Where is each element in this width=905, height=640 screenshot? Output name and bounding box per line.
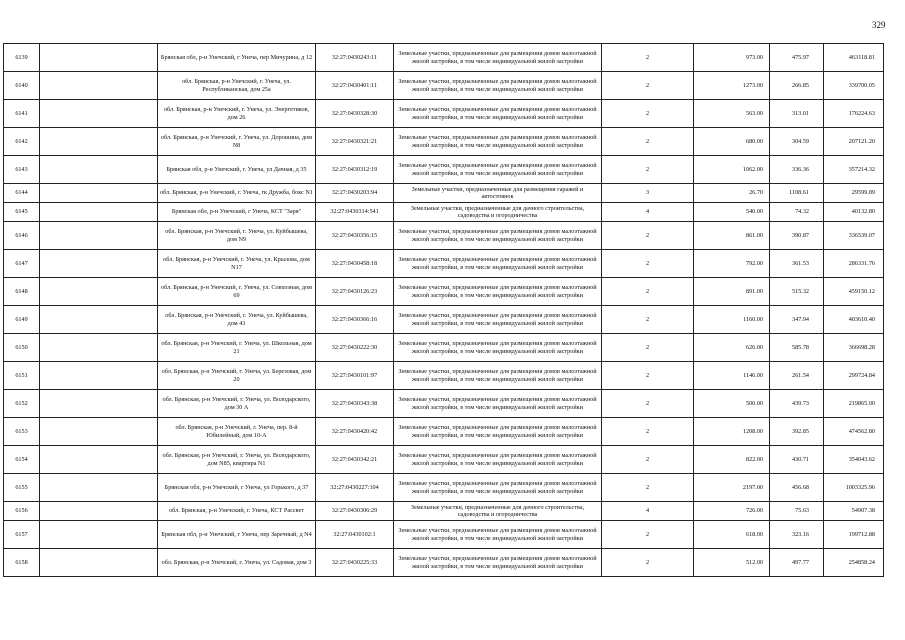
land-use-cell: Земельные участки, предназначенные для размещения домов малоэтажной жилой застройки, в том числе индивидуальной жилой застройки [394,278,602,306]
group-cell: 2 [602,44,694,72]
blank-cell [40,156,158,184]
address-cell: обл. Брянская, р-н Унечский, г. Унеча, гк Дружба, бокс N1 [158,184,316,203]
cadastral-value-cell: 207121.20 [824,128,884,156]
row-number-cell: 6148 [4,278,40,306]
specific-value-cell: 515.32 [770,278,824,306]
table-row [4,222,884,250]
row-number-cell: 6142 [4,128,40,156]
cadastral-value-cell: 176224.63 [824,100,884,128]
table-row [4,184,884,203]
table-row [4,418,884,446]
address-cell: обл. Брянская, р-н Унечский, г. Унеча, ул. Куйбышева, дом 43 [158,306,316,334]
blank-cell [40,521,158,549]
row-number-cell: 6139 [4,44,40,72]
area-cell: 26.70 [694,184,770,203]
group-cell: 2 [602,334,694,362]
row-number-cell: 6158 [4,549,40,577]
blank-cell [40,502,158,521]
area-cell: 500.00 [694,390,770,418]
cadastral-value-cell: 286331.76 [824,250,884,278]
specific-value-cell: 266.85 [770,72,824,100]
blank-cell [40,278,158,306]
group-cell: 2 [602,156,694,184]
address-cell: обл. Брянская, р-н Унечский, г. Унеча, ул. Школьная, дом 21 [158,334,316,362]
address-cell: обл. Брянская, р-н Унечский, г. Унеча, ул. Энергетиков, дом 26 [158,100,316,128]
cadastral-value-cell: 354043.62 [824,446,884,474]
group-cell: 2 [602,390,694,418]
cadastral-value-cell: 459150.12 [824,278,884,306]
group-cell: 2 [602,549,694,577]
area-cell: 1160.00 [694,306,770,334]
specific-value-cell: 336.36 [770,156,824,184]
row-number-cell: 6157 [4,521,40,549]
blank-cell [40,549,158,577]
area-cell: 726.00 [694,502,770,521]
blank-cell [40,203,158,222]
group-cell: 2 [602,474,694,502]
row-number-cell: 6149 [4,306,40,334]
specific-value-cell: 74.32 [770,203,824,222]
land-use-cell: Земельные участки, предназначенные для размещения домов малоэтажной жилой застройки, в том числе индивидуальной жилой застройки [394,418,602,446]
land-use-cell: Земельные участки, предназначенные для размещения домов малоэтажной жилой застройки, в том числе индивидуальной жилой застройки [394,549,602,577]
address-cell: Брянская обл, р-н Унечский, г Унеча, КСТ "Заря" [158,203,316,222]
row-number-cell: 6153 [4,418,40,446]
cadastral-value-cell: 403610.40 [824,306,884,334]
cadastral-number-cell: 32:27:0430222:30 [316,334,394,362]
cadastral-number-cell: 32:27:0430126:23 [316,278,394,306]
area-cell: 973.00 [694,44,770,72]
land-use-cell: Земельные участки, предназначенные для дачного строительства, садоводства и огородничества [394,203,602,222]
table-row [4,390,884,418]
cadastral-value-cell: 254858.24 [824,549,884,577]
address-cell: Брянская обл, р-н Унечский, г Унеча, ул Горького, д 37 [158,474,316,502]
specific-value-cell: 323.16 [770,521,824,549]
address-cell: Брянская обл, р-н Унечский, г Унеча, пер Заречный, д N4 [158,521,316,549]
address-cell: обл. Брянская, р-н Унечский, г. Унеча, ул. Володарского, дом 30 А [158,390,316,418]
table-row [4,44,884,72]
blank-cell [40,250,158,278]
cadastral-number-cell: 32:27:0430312:19 [316,156,394,184]
row-number-cell: 6151 [4,362,40,390]
group-cell: 2 [602,362,694,390]
table-row [4,156,884,184]
cadastral-value-cell: 54907.38 [824,502,884,521]
area-cell: 618.00 [694,521,770,549]
address-cell: обл. Брянская, р-н Унечский, г. Унеча, ул. Садовая, дом 3 [158,549,316,577]
cadastral-value-cell: 1003325.96 [824,474,884,502]
group-cell: 4 [602,203,694,222]
row-number-cell: 6154 [4,446,40,474]
cadastral-number-cell: 32:27:0430314:541 [316,203,394,222]
table-row [4,100,884,128]
cadastral-value-cell: 199712.88 [824,521,884,549]
address-cell: Брянская обл, р-н Унечский, г Унеча, пер Мичурина, д 12 [158,44,316,72]
cadastral-number-cell: 32:27:0430420:42 [316,418,394,446]
table-row [4,446,884,474]
address-cell: обл. Брянская, р-н Унечский, г. Унеча, ул. Куйбышева, дом N9 [158,222,316,250]
land-use-cell: Земельные участки, предназначенные для размещения домов малоэтажной жилой застройки, в том числе индивидуальной жилой застройки [394,446,602,474]
cadastral-number-cell: 32:27:0430225:33 [316,549,394,577]
specific-value-cell: 475.97 [770,44,824,72]
table-row [4,549,884,577]
cadastral-number-cell: 32:27:0430321:21 [316,128,394,156]
group-cell: 2 [602,128,694,156]
row-number-cell: 6144 [4,184,40,203]
row-number-cell: 6143 [4,156,40,184]
address-cell: обл. Брянская, р-н Унечский, г. Унеча, ул. Крылова, дом N17 [158,250,316,278]
table-row [4,362,884,390]
area-cell: 1208.00 [694,418,770,446]
row-number-cell: 6156 [4,502,40,521]
group-cell: 2 [602,446,694,474]
land-use-cell: Земельные участки, предназначенные для размещения домов малоэтажной жилой застройки, в том числе индивидуальной жилой застройки [394,334,602,362]
group-cell: 4 [602,502,694,521]
row-number-cell: 6147 [4,250,40,278]
land-use-cell: Земельные участки, предназначенные для размещения гаражей и автостоянок [394,184,602,203]
table-row [4,278,884,306]
group-cell: 2 [602,250,694,278]
specific-value-cell: 304.59 [770,128,824,156]
specific-value-cell: 392.85 [770,418,824,446]
area-cell: 680.00 [694,128,770,156]
address-cell: обл. Брянская, р-н Унечский, г. Унеча, ул. Дорошина, дом N8 [158,128,316,156]
cadastral-number-cell: 32:27:0430458:18 [316,250,394,278]
cadastral-number-cell: 32:27:0430366:16 [316,306,394,334]
cadastral-value-cell: 366698.28 [824,334,884,362]
specific-value-cell: 456.68 [770,474,824,502]
address-cell: обл. Брянская, р-н Унечский, г. Унеча, ул. Березовая, дом 20 [158,362,316,390]
row-number-cell: 6150 [4,334,40,362]
cadastral-value-cell: 339700.05 [824,72,884,100]
land-use-cell: Земельные участки, предназначенные для размещения домов малоэтажной жилой застройки, в том числе индивидуальной жилой застройки [394,474,602,502]
land-use-cell: Земельные участки, предназначенные для размещения домов малоэтажной жилой застройки, в том числе индивидуальной жилой застройки [394,44,602,72]
land-use-cell: Земельные участки, предназначенные для размещения домов малоэтажной жилой застройки, в том числе индивидуальной жилой застройки [394,362,602,390]
group-cell: 2 [602,418,694,446]
area-cell: 563.00 [694,100,770,128]
cadastral-number-cell: 32:27:0430227:104 [316,474,394,502]
cadastral-number-cell: 32:27:0430101:97 [316,362,394,390]
blank-cell [40,72,158,100]
group-cell: 2 [602,72,694,100]
specific-value-cell: 1108.61 [770,184,824,203]
land-use-cell: Земельные участки, предназначенные для размещения домов малоэтажной жилой застройки, в том числе индивидуальной жилой застройки [394,100,602,128]
cadastral-value-cell: 463118.81 [824,44,884,72]
row-number-cell: 6145 [4,203,40,222]
blank-cell [40,222,158,250]
cadastral-value-table [3,43,884,577]
cadastral-number-cell: 32:27:0430203:94 [316,184,394,203]
area-cell: 540.00 [694,203,770,222]
area-cell: 626.00 [694,334,770,362]
area-cell: 861.00 [694,222,770,250]
cadastral-value-cell: 357214.32 [824,156,884,184]
specific-value-cell: 75.63 [770,502,824,521]
cadastral-number-cell: 32:27:0430102:1 [316,521,394,549]
cadastral-number-cell: 32:27:0430243:11 [316,44,394,72]
address-cell: обл. Брянская, р-н Унечский, г. Унеча, КСТ Рассвет [158,502,316,521]
row-number-cell: 6146 [4,222,40,250]
address-cell: обл. Брянская, р-н Унечский, г. Унеча, пер. 8-й Юбилейный, дом 10-А [158,418,316,446]
blank-cell [40,184,158,203]
blank-cell [40,418,158,446]
specific-value-cell: 347.94 [770,306,824,334]
cadastral-value-cell: 29599.89 [824,184,884,203]
cadastral-number-cell: 32:27:0430401:11 [316,72,394,100]
area-cell: 1146.00 [694,362,770,390]
table-row [4,203,884,222]
cadastral-value-cell: 336539.07 [824,222,884,250]
table-row [4,128,884,156]
address-cell: обл. Брянская, р-н Унечский, г. Унеча, ул. Володарского, дом N85, квартира N1 [158,446,316,474]
specific-value-cell: 361.53 [770,250,824,278]
row-number-cell: 6155 [4,474,40,502]
area-cell: 792.00 [694,250,770,278]
group-cell: 2 [602,306,694,334]
blank-cell [40,128,158,156]
land-use-cell: Земельные участки, предназначенные для размещения домов малоэтажной жилой застройки, в том числе индивидуальной жилой застройки [394,156,602,184]
cadastral-value-cell: 40132.80 [824,203,884,222]
row-number-cell: 6140 [4,72,40,100]
page-number: 329 [872,20,886,30]
table-row [4,250,884,278]
blank-cell [40,44,158,72]
address-cell: обл. Брянская, р-н Унечский, г. Унеча, ул. Совхозная, дом 69 [158,278,316,306]
blank-cell [40,446,158,474]
table-row [4,306,884,334]
table-row [4,521,884,549]
row-number-cell: 6141 [4,100,40,128]
address-cell: обл. Брянская, р-н Унечский, г. Унеча, ул. Республиканская, дом 25а [158,72,316,100]
specific-value-cell: 497.77 [770,549,824,577]
table-body [4,44,884,577]
cadastral-number-cell: 32:27:0430328:30 [316,100,394,128]
table-row [4,474,884,502]
land-use-cell: Земельные участки, предназначенные для размещения домов малоэтажной жилой застройки, в том числе индивидуальной жилой застройки [394,72,602,100]
blank-cell [40,334,158,362]
area-cell: 1062.00 [694,156,770,184]
group-cell: 2 [602,521,694,549]
specific-value-cell: 261.54 [770,362,824,390]
cadastral-number-cell: 32:27:0430342:21 [316,446,394,474]
specific-value-cell: 585.78 [770,334,824,362]
group-cell: 2 [602,222,694,250]
land-use-cell: Земельные участки, предназначенные для размещения домов малоэтажной жилой застройки, в том числе индивидуальной жилой застройки [394,222,602,250]
blank-cell [40,390,158,418]
group-cell: 3 [602,184,694,203]
cadastral-number-cell: 32:27:0430306:29 [316,502,394,521]
blank-cell [40,362,158,390]
land-use-cell: Земельные участки, предназначенные для размещения домов малоэтажной жилой застройки, в том числе индивидуальной жилой застройки [394,250,602,278]
specific-value-cell: 430.71 [770,446,824,474]
cadastral-value-cell: 219865.00 [824,390,884,418]
area-cell: 2197.00 [694,474,770,502]
cadastral-value-cell: 299724.84 [824,362,884,390]
blank-cell [40,306,158,334]
specific-value-cell: 390.87 [770,222,824,250]
cadastral-value-cell: 474562.80 [824,418,884,446]
address-cell: Брянская обл, р-н Унечский, г. Унеча, ул Дачная, д 35 [158,156,316,184]
land-use-cell: Земельные участки, предназначенные для размещения домов малоэтажной жилой застройки, в том числе индивидуальной жилой застройки [394,521,602,549]
cadastral-number-cell: 32:27:0430343:38 [316,390,394,418]
area-cell: 1273.00 [694,72,770,100]
area-cell: 822.00 [694,446,770,474]
land-use-cell: Земельные участки, предназначенные для размещения домов малоэтажной жилой застройки, в том числе индивидуальной жилой застройки [394,390,602,418]
table-row [4,334,884,362]
specific-value-cell: 439.73 [770,390,824,418]
land-use-cell: Земельные участки, предназначенные для дачного строительства, садоводства и огородничества [394,502,602,521]
land-use-cell: Земельные участки, предназначенные для размещения домов малоэтажной жилой застройки, в том числе индивидуальной жилой застройки [394,128,602,156]
blank-cell [40,100,158,128]
row-number-cell: 6152 [4,390,40,418]
group-cell: 2 [602,100,694,128]
specific-value-cell: 313.01 [770,100,824,128]
area-cell: 891.00 [694,278,770,306]
land-use-cell: Земельные участки, предназначенные для размещения домов малоэтажной жилой застройки, в том числе индивидуальной жилой застройки [394,306,602,334]
table-row [4,502,884,521]
cadastral-number-cell: 32:27:0430356:15 [316,222,394,250]
table-row [4,72,884,100]
group-cell: 2 [602,278,694,306]
area-cell: 512.00 [694,549,770,577]
blank-cell [40,474,158,502]
